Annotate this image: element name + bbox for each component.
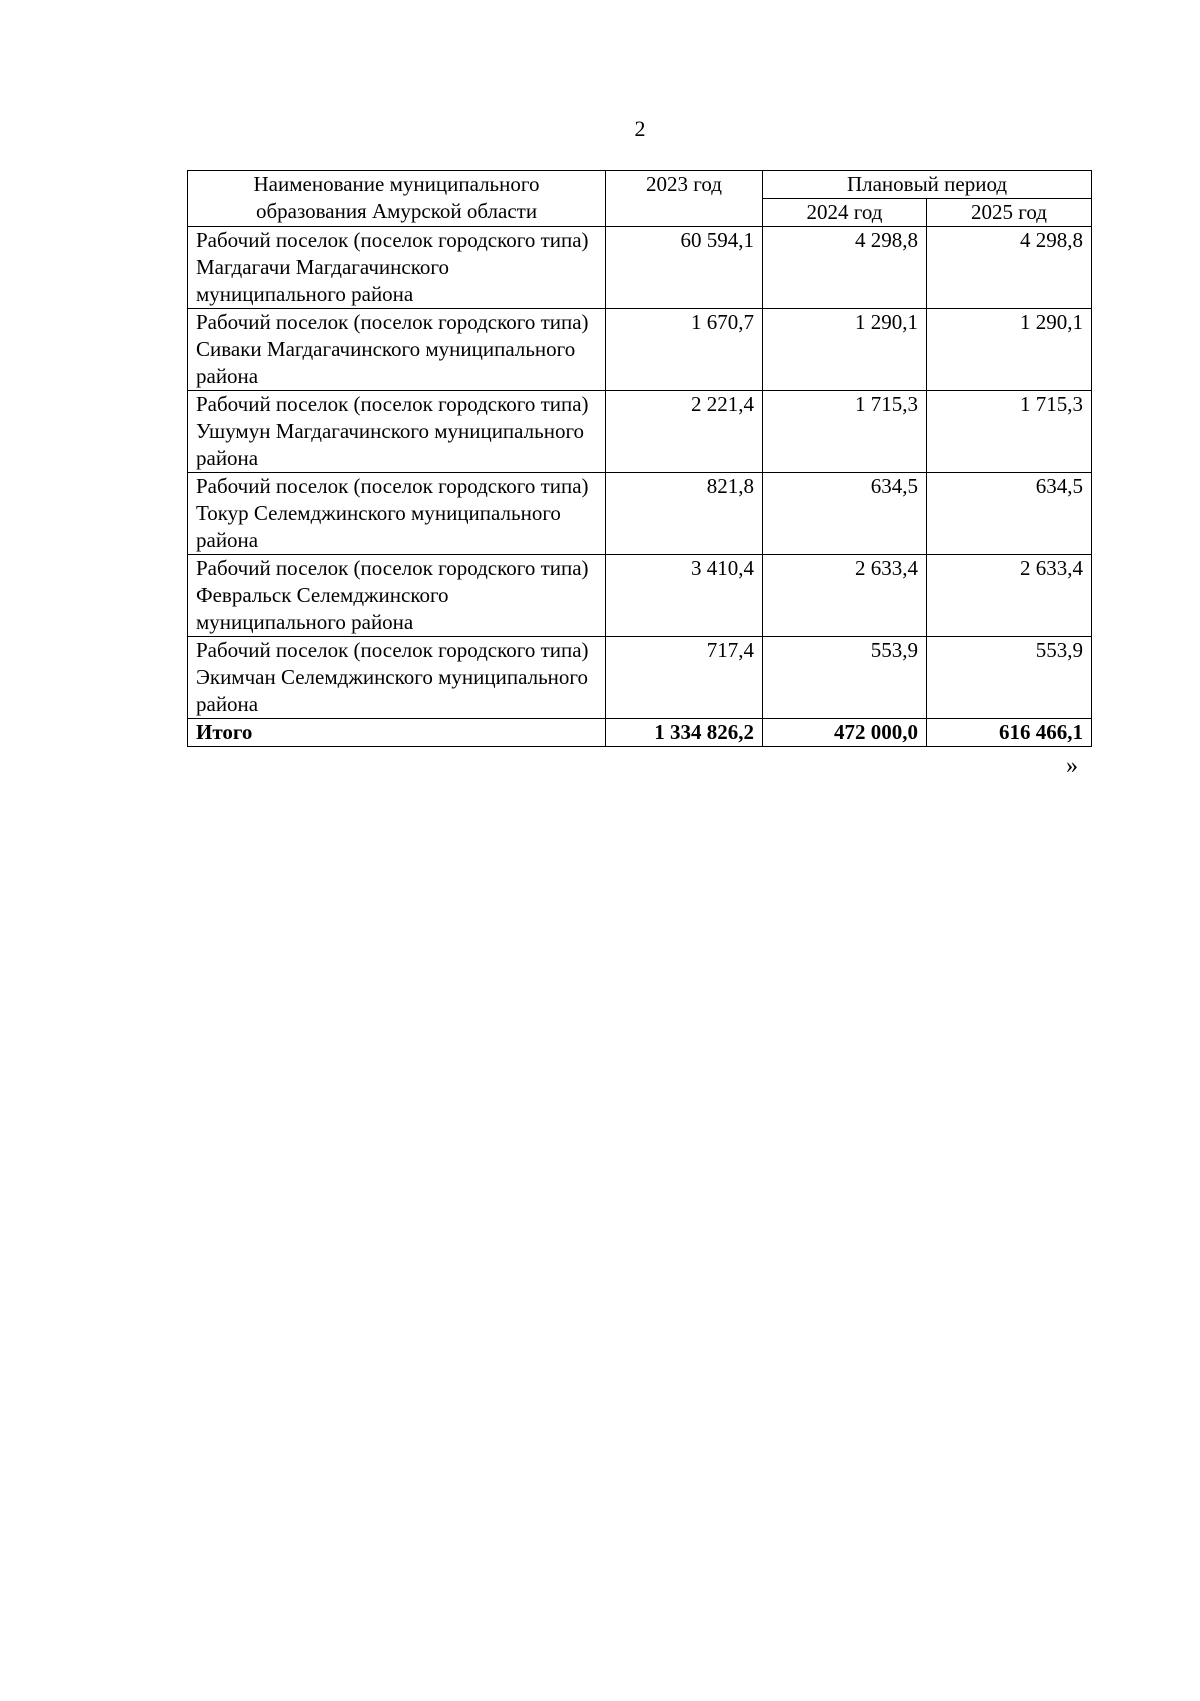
- table-row: [188, 309, 1092, 391]
- header-year-2023: 2023 год: [606, 171, 763, 227]
- table-row: [188, 473, 1092, 555]
- total-value-2023: 1 334 826,2: [606, 719, 763, 747]
- row-municipality-name: Рабочий поселок (поселок городского типа) Магдагачи Магдагачинского муниципального района: [188, 227, 606, 309]
- row-value-2023: 60 594,1: [606, 227, 763, 309]
- table-row: [188, 227, 1092, 309]
- closing-quote-mark: »: [1066, 753, 1078, 779]
- header-year-2025: 2025 год: [927, 199, 1092, 227]
- row-value-2024: 2 633,4: [763, 555, 927, 637]
- header-planned-period: Плановый период: [763, 171, 1092, 199]
- row-value-2024: 4 298,8: [763, 227, 927, 309]
- table-row: [188, 555, 1092, 637]
- total-label: Итого: [188, 719, 606, 747]
- header-year-2024: 2024 год: [763, 199, 927, 227]
- table-row: [188, 637, 1092, 719]
- row-value-2023: 821,8: [606, 473, 763, 555]
- total-value-2025: 616 466,1: [927, 719, 1092, 747]
- row-value-2025: 634,5: [927, 473, 1092, 555]
- row-value-2024: 634,5: [763, 473, 927, 555]
- row-municipality-name: Рабочий поселок (поселок городского типа) Сиваки Магдагачинского муниципального района: [188, 309, 606, 391]
- row-municipality-name: Рабочий поселок (поселок городского типа) Токур Селемджинского муниципального района: [188, 473, 606, 555]
- row-value-2023: 3 410,4: [606, 555, 763, 637]
- header-municipality-name: Наименование муниципального образования Амурской области: [188, 171, 606, 227]
- row-value-2025: 2 633,4: [927, 555, 1092, 637]
- row-value-2023: 2 221,4: [606, 391, 763, 473]
- row-value-2023: 1 670,7: [606, 309, 763, 391]
- table-row: [188, 391, 1092, 473]
- budget-table: [187, 170, 1092, 747]
- row-value-2025: 553,9: [927, 637, 1092, 719]
- total-row: [188, 719, 1092, 747]
- total-value-2024: 472 000,0: [763, 719, 927, 747]
- table-header-row: [188, 171, 1092, 199]
- page-number: 2: [634, 116, 646, 141]
- row-municipality-name: Рабочий поселок (поселок городского типа) Ушумун Магдагачинского муниципального района: [188, 391, 606, 473]
- row-value-2024: 553,9: [763, 637, 927, 719]
- row-value-2025: 1 290,1: [927, 309, 1092, 391]
- row-municipality-name: Рабочий поселок (поселок городского типа) Экимчан Селемджинского муниципального района: [188, 637, 606, 719]
- row-value-2024: 1 715,3: [763, 391, 927, 473]
- row-value-2023: 717,4: [606, 637, 763, 719]
- row-value-2025: 4 298,8: [927, 227, 1092, 309]
- row-municipality-name: Рабочий поселок (поселок городского типа) Февральск Селемджинского муниципального района: [188, 555, 606, 637]
- row-value-2024: 1 290,1: [763, 309, 927, 391]
- row-value-2025: 1 715,3: [927, 391, 1092, 473]
